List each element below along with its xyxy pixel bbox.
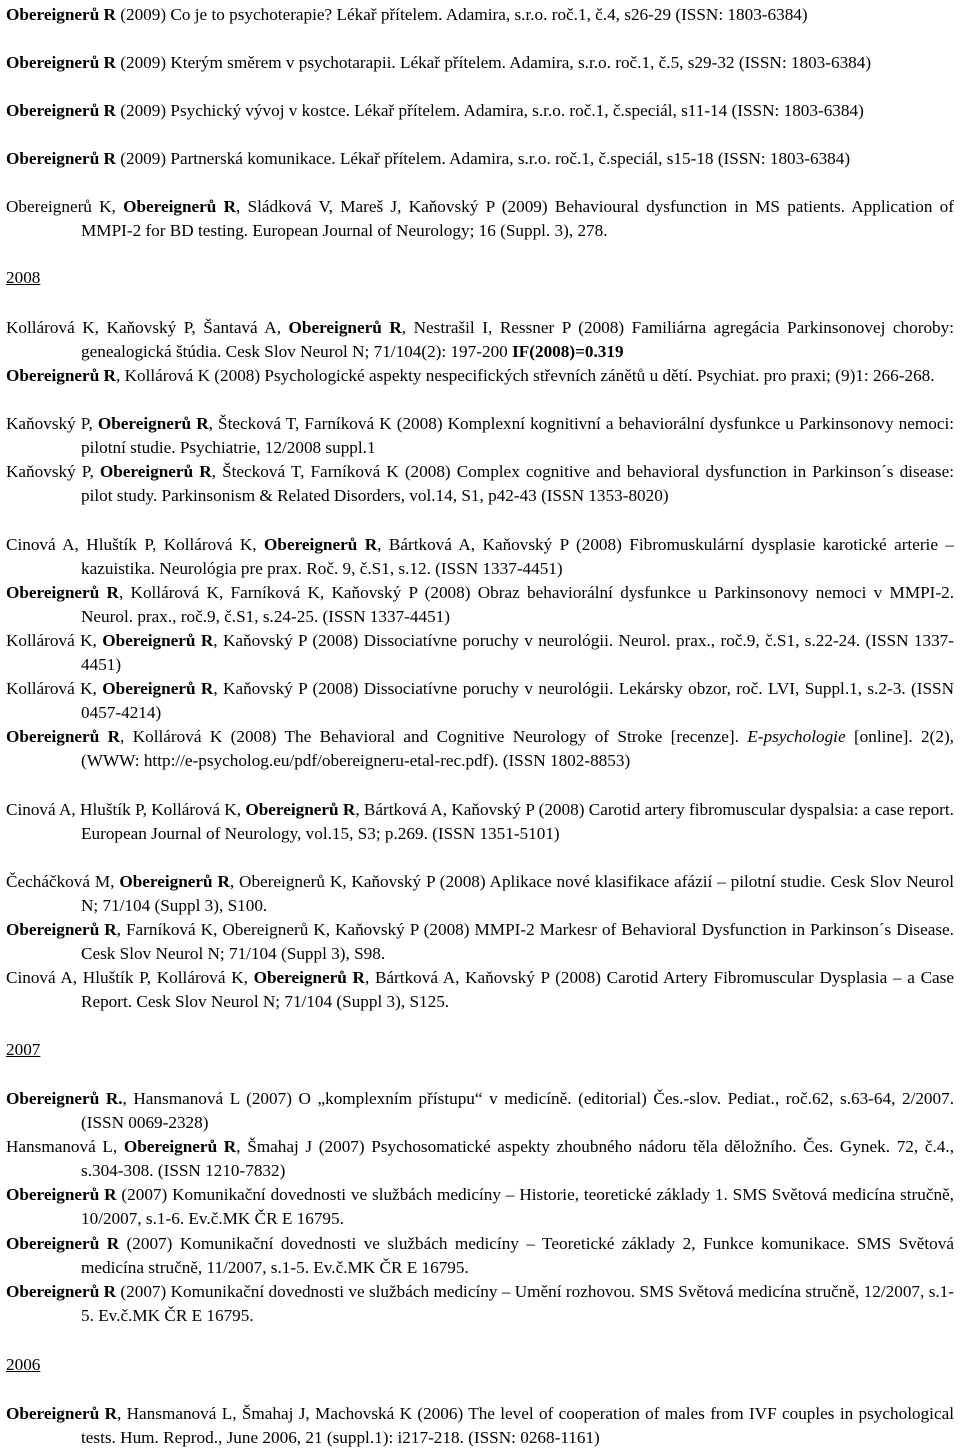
citation-text xyxy=(6,725,954,774)
citation-run: , Farníková K, Obereignerů K, Kaňovský P (2008) MMPI-2 Markesr of Behavioral Dysfunction in Parkinson´s Disease. Cesk Slov Neurol N; 71/104 (Suppl 3), S98. xyxy=(81,920,954,964)
citation-run: , Kollárová K, Farníková K, Kaňovský P (2008) Obraz behaviorální dysfunkce u Parkinsonovy nemoci v MMPI-2. Neurol. prax., roč.9, č.S1, s.24-25. (ISSN 1337-4451) xyxy=(81,583,954,627)
citation-run: Kollárová K, xyxy=(6,631,103,650)
citation xyxy=(6,1280,954,1329)
author-highlight: Obereignerů R xyxy=(6,1185,117,1204)
citation-run: , Šmahaj J (2007) Psychosomatické aspekty zhoubného nádoru těla děložního. Čes. Gynek. 72, č.4., s.304-308. (ISSN 1210-7832) xyxy=(81,1137,954,1181)
author-highlight: Obereignerů R xyxy=(245,800,356,819)
author-highlight: Obereignerů R xyxy=(6,366,116,385)
citation-text xyxy=(6,966,954,1015)
citation-run: [online]. 2(2), (WWW: http://e-psycholog.eu/pdf/obereigneru-etal-rec.pdf). (ISSN 1802-8853) xyxy=(81,727,954,771)
citation-run: (2007) Komunikační dovednosti ve službách medicíny – Historie, teoretické základy 1. SMS Světová medicína stručně, 10/2007, s.1-6. Ev.č.MK ČR E 16795. xyxy=(81,1185,954,1229)
citation-run: , Obereignerů K, Kaňovský P (2008) Aplikace nové klasifikace afázií – pilotní studie. Cesk Slov Neurol N; 71/104 (Suppl 3), S100. xyxy=(81,872,954,916)
citation xyxy=(6,725,954,774)
citation-run: Kaňovský P, xyxy=(6,414,98,433)
author-highlight: Obereignerů R xyxy=(119,872,230,891)
citation-run: (2007) Komunikační dovednosti ve službách medicíny – Umění rozhovou. SMS Světová medicína stručně, 12/2007, s.1-5. Ev.č.MK ČR E 16795. xyxy=(81,1282,954,1326)
citation-text xyxy=(6,3,954,27)
citation-run: (2009) Co je to psychoterapie? Lékař přítelem. Adamira, s.r.o. roč.1, č.4, s26-29 (ISSN: 1803-6384) xyxy=(115,5,808,24)
citation-run: Hansmanová L, xyxy=(6,1137,124,1156)
author-highlight: IF(2008)=0.319 xyxy=(512,342,624,362)
citation-text xyxy=(6,412,954,461)
citation-text xyxy=(6,1232,954,1281)
citation-run: Čecháčková M, xyxy=(6,872,120,891)
citation xyxy=(6,3,954,27)
year-heading-2007: 2007 xyxy=(6,1040,41,1059)
author-highlight: Obereignerů R xyxy=(102,679,214,698)
citation-text xyxy=(6,870,954,919)
citation-run: , Nestrašil I, Ressner P (2008) Familiárna agregácia Parkinsonovej choroby: genealogická štúdia. Cesk Slov Neurol N; 71/104(2): 197-200 xyxy=(81,318,955,362)
citation-text xyxy=(6,581,954,630)
citation xyxy=(6,1183,954,1232)
year-heading-2008: 2008 xyxy=(6,268,41,287)
author-highlight: Obereignerů R xyxy=(6,727,121,746)
citation-text xyxy=(6,195,954,244)
citation-run: (2007) Komunikační dovednosti ve službách medicíny – Teoretické základy 2, Funkce komunikace. SMS Světová medicína stručně, 11/2007, s.1-5. Ev.č.MK ČR E 16795. xyxy=(81,1234,954,1278)
year-heading-2006: 2006 xyxy=(6,1355,41,1374)
citation-run: (2009) Kterým směrem v psychotarapii. Lékař přítelem. Adamira, s.r.o. roč.1, č.5, s29-32 (ISSN: 1803-6384) xyxy=(115,53,872,72)
citation xyxy=(6,581,954,630)
citation-run: (2009) Psychický vývoj v kostce. Lékař přítelem. Adamira, s.r.o. roč.1, č.speciál, s11-14 (ISSN: 1803-6384) xyxy=(115,101,864,120)
citation-run: , Kaňovský P (2008) Dissociatívne poruchy v neurológii. Neurol. prax., roč.9, č.S1, s.22-24. (ISSN 1337-4451) xyxy=(81,631,955,675)
citation-text xyxy=(6,99,954,123)
citation-run: , Kollárová K (2008) The Behavioral and Cognitive Neurology of Stroke [recenze]. xyxy=(120,727,748,746)
author-highlight: Obereignerů R xyxy=(6,583,119,602)
citation xyxy=(6,629,954,678)
citation xyxy=(6,51,954,75)
citation-text xyxy=(6,51,954,75)
citation xyxy=(6,677,954,726)
citation-run: , Bártková A, Kaňovský P (2008) Carotid Artery Fibromuscular Dysplasia – a Case Report. Cesk Slov Neurol N; 71/104 (Suppl 3), S125. xyxy=(81,968,954,1012)
author-highlight: Obereignerů R xyxy=(288,318,402,337)
citation-run: , Kollárová K (2008) Psychologické aspekty nespecifických střevních zánětů u dětí. Psychiat. pro praxi; (9)1: 266-268. xyxy=(115,366,935,385)
author-highlight: Obereignerů R xyxy=(97,414,209,433)
citation xyxy=(6,460,954,509)
citation xyxy=(6,533,954,582)
citation xyxy=(6,798,954,847)
citation-text xyxy=(6,316,954,365)
citation-text xyxy=(6,798,954,847)
citation-run: , Kaňovský P (2008) Dissociatívne poruchy v neurológii. Lekársky obzor, roč. LVI, Suppl.1, s.2-3. (ISSN 0457-4214) xyxy=(81,679,954,723)
citation-run: Kaňovský P, xyxy=(6,462,100,481)
author-highlight: Obereignerů R xyxy=(123,197,237,216)
author-highlight: Obereignerů R xyxy=(99,462,212,481)
citation-run: (2009) Partnerská komunikace. Lékař přítelem. Adamira, s.r.o. roč.1, č.speciál, s15-18 (ISSN: 1803-6384) xyxy=(115,149,851,168)
citation-run: , Hansmanová L (2007) O „komplexním přístupu“ v medicíně. (editorial) Čes.-slov. Pediat., roč.62, s.63-64, 2/2007. (ISSN 0069-2328) xyxy=(81,1089,954,1133)
citation-text xyxy=(6,460,954,509)
author-highlight: Obereignerů R xyxy=(6,53,116,72)
citation-run: Kollárová K, Kaňovský P, Šantavá A, xyxy=(6,318,289,337)
journal-italic: E-psychologie xyxy=(747,727,846,746)
citation-run: , Sládková V, Mareš J, Kaňovský P (2009) Behavioural dysfunction in MS patients. Application of MMPI-2 for BD testing. European Journal of Neurology; 16 (Suppl. 3), 278. xyxy=(81,197,954,241)
citation-text xyxy=(6,1087,954,1136)
author-highlight: Obereignerů R xyxy=(6,1234,120,1253)
citation-run: Cinová A, Hluštík P, Kollárová K, xyxy=(6,968,254,987)
citation-text xyxy=(6,1280,954,1329)
citation-run: , Štecková T, Farníková K (2008) Complex cognitive and behavioral dysfunction in Parkinson´s disease: pilot study. Parkinsonism & Related Disorders, vol.14, S1, p42-43 (ISSN 1353-8020) xyxy=(81,462,954,506)
author-highlight: Obereignerů R xyxy=(253,968,365,987)
citation xyxy=(6,195,954,244)
citation xyxy=(6,1232,954,1281)
citation-text xyxy=(6,918,954,967)
citation xyxy=(6,1402,954,1451)
citation-run: Cinová A, Hluštík P, Kollárová K, xyxy=(6,800,246,819)
author-highlight: Obereignerů R. xyxy=(6,1089,123,1108)
citation-text xyxy=(6,533,954,582)
citation xyxy=(6,147,954,171)
citation-run: , Štecková T, Farníková K (2008) Komplexní kognitivní a behaviorální dysfunkce u Parkinsonovy nemoci: pilotní studie. Psychiatrie, 12/2008 suppl.1 xyxy=(81,414,954,458)
author-highlight: Obereignerů R xyxy=(6,1282,117,1301)
citation-run: , Bártková A, Kaňovský P (2008) Carotid artery fibromuscular dyspalsia: a case report. European Journal of Neurology, vol.15, S3; p.269. (ISSN 1351-5101) xyxy=(81,800,954,844)
citation xyxy=(6,1087,954,1136)
citation xyxy=(6,870,954,919)
citation-run: Kollárová K, xyxy=(6,679,103,698)
citation-run: Cinová A, Hluštík P, Kollárová K, xyxy=(6,535,265,554)
citation-run: Obereignerů K, xyxy=(6,197,124,216)
author-highlight: Obereignerů R xyxy=(6,1404,117,1423)
citation-text xyxy=(6,147,954,171)
citation-text xyxy=(6,364,954,388)
author-highlight: Obereignerů R xyxy=(123,1137,237,1156)
citation xyxy=(6,99,954,123)
citation-run: , Bártková A, Kaňovský P (2008) Fibromuskulární dysplasie karotické arterie – kazuistika. Neurológia pre prax. Roč. 9, č.S1, s.12. (ISSN 1337-4451) xyxy=(81,535,954,579)
citation-run: , Hansmanová L, Šmahaj J, Machovská K (2006) The level of cooperation of males from IVF couples in psychological tests. Hum. Reprod., June 2006, 21 (suppl.1): i217-218. (ISSN: 0268-1161) xyxy=(81,1404,954,1448)
citation-text xyxy=(6,1402,954,1451)
author-highlight: Obereignerů R xyxy=(102,631,214,650)
citation xyxy=(6,412,954,461)
citation xyxy=(6,1135,954,1184)
citation xyxy=(6,966,954,1015)
citation-text xyxy=(6,1135,954,1184)
citation-text xyxy=(6,1183,954,1232)
citation-text xyxy=(6,677,954,726)
author-highlight: Obereignerů R xyxy=(6,5,116,24)
author-highlight: Obereignerů R xyxy=(6,149,116,168)
citation-text xyxy=(6,629,954,678)
citation xyxy=(6,918,954,967)
author-highlight: Obereignerů R xyxy=(6,101,116,120)
author-highlight: Obereignerů R xyxy=(264,535,378,554)
author-highlight: Obereignerů R xyxy=(6,920,117,939)
citation xyxy=(6,364,954,388)
citation xyxy=(6,316,954,365)
